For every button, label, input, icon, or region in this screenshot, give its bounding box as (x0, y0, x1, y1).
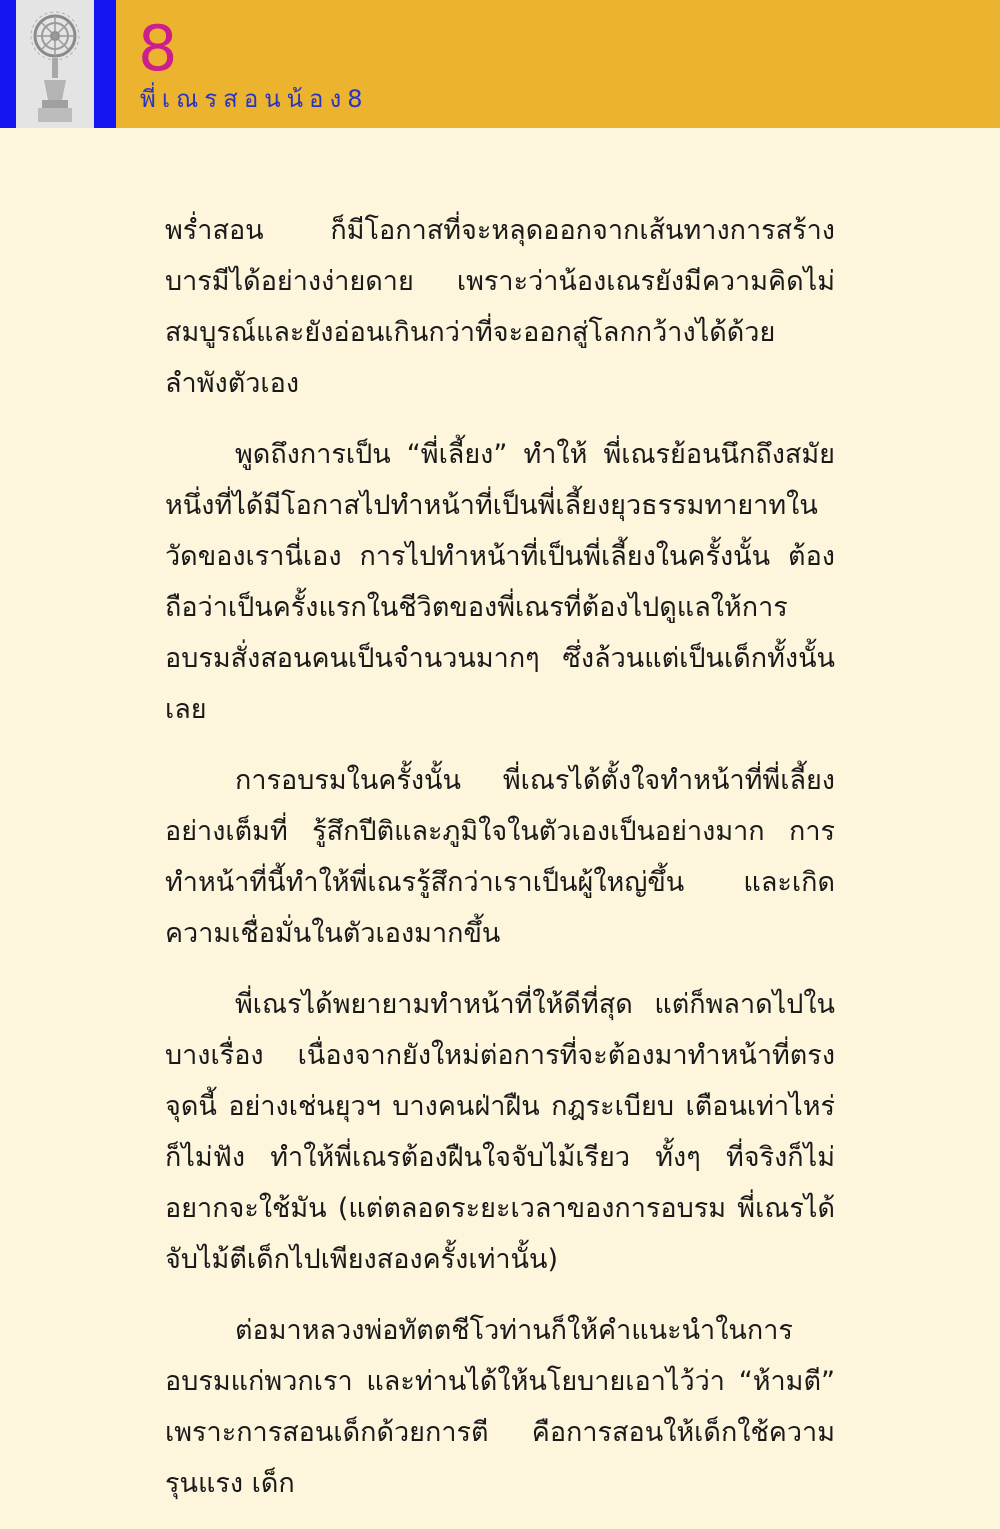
right-blue-stripe (94, 0, 116, 128)
dharma-wheel-emblem-icon (16, 0, 94, 128)
page-header (0, 0, 1000, 128)
left-blue-stripe (0, 0, 16, 128)
page-number: 8 (138, 12, 178, 85)
paragraph-1: พร่ำสอน ก็มีโอกาสที่จะหลุดออกจากเส้นทางการสร้างบารมีได้อย่างง่ายดาย เพราะว่าน้องเณรยังมีความคิดไม่สมบูรณ์และยังอ่อนเกินกว่าที่จะออกสู่โลกกว้างได้ด้วยลำพังตัวเอง (165, 215, 835, 399)
paragraph-3: การอบรมในครั้งนั้น พี่เณรได้ตั้งใจทำหน้าที่พี่เลี้ยงอย่างเต็มที่ รู้สึกปีติและภูมิใจในตัวเองเป็นอย่างมาก การทำหน้าที่นี้ทำให้พี่เณรรู้สึกว่าเราเป็นผู้ใหญ่ขึ้น และเกิดความเชื่อมั่นในตัวเองมากขึ้น (165, 765, 835, 949)
chapter-subtitle: พี่เณรสอนน้อง8 (140, 85, 369, 113)
page-body (165, 205, 835, 1529)
paragraph-2: พูดถึงการเป็น “พี่เลี้ยง” ทำให้ พี่เณรย้อนนึกถึงสมัยหนึ่งที่ได้มีโอกาสไปทำหน้าที่เป็นพี่เลี้ยงยุวธรรมทายาทในวัดของเรานี่เอง การไปทำหน้าที่เป็นพี่เลี้ยงในครั้งนั้น ต้องถือว่าเป็นครั้งแรกในชีวิตของพี่เณรที่ต้องไปดูแลให้การอบรมสั่งสอนคนเป็นจำนวนมากๆ ซึ่งล้วนแต่เป็นเด็กทั้งนั้นเลย (165, 439, 835, 725)
paragraph-4: พี่เณรได้พยายามทำหน้าที่ให้ดีที่สุด แต่ก็พลาดไปในบางเรื่อง เนื่องจากยังใหม่ต่อการที่จะต้องมาทำหน้าที่ตรงจุดนี้ อย่างเช่นยุวฯ บางคนฝ่าฝืน กฎระเบียบ เตือนเท่าไหร่ก็ไม่ฟัง ทำให้พี่เณรต้องฝืนใจจับไม้เรียว ทั้งๆ ที่จริงก็ไม่อยากจะใช้มัน (แต่ตลอดระยะเวลาของการอบรม พี่เณรได้จับไม้ตีเด็กไปเพียงสองครั้งเท่านั้น) (165, 989, 835, 1275)
paragraph-5: ต่อมาหลวงพ่อทัตตชีโวท่านก็ให้คำแนะนำในการอบรมแก่พวกเรา และท่านได้ให้นโยบายเอาไว้ว่า “ห้ามตี” เพราะการสอนเด็กด้วยการตี คือการสอนให้เด็กใช้ความรุนแรง เด็ก (165, 1315, 835, 1499)
emblem-panel (16, 0, 94, 128)
